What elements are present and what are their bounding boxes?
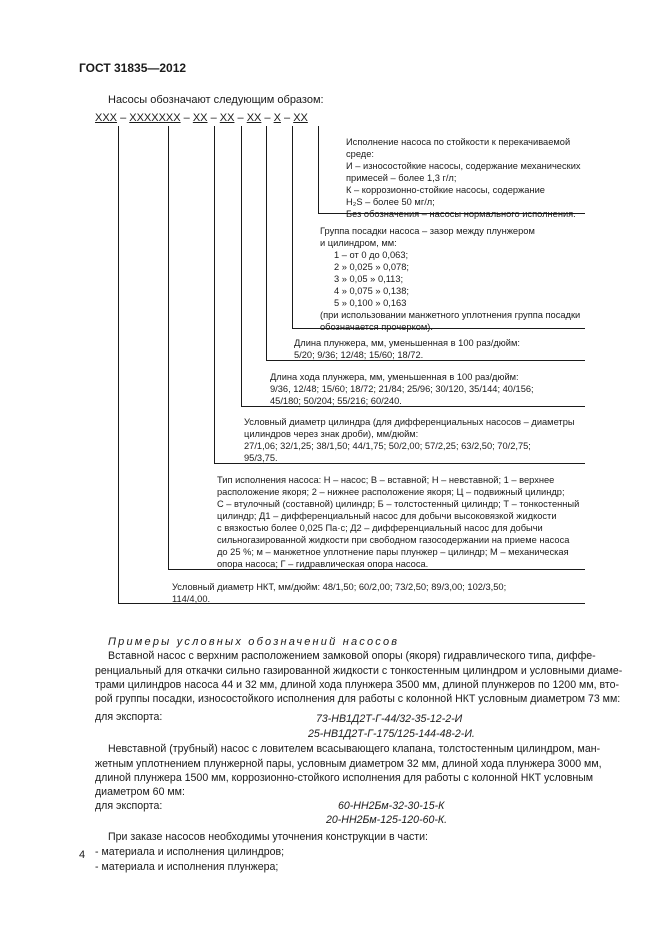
example1-export-label: для экспорта: [95, 711, 163, 723]
block-fit-group: Группа посадки насоса – зазор между плунжером и цилиндром, мм: 1 – от 0 до 0,063; 2 » 0,025 » 0,078; 3 » 0,05 » 0,113; 4 » 0,075 » 0,138; 5 » 0,100 » 0,163 (при использовании манжетного уплотнения группа посадки обозначается прочерком). [320, 226, 581, 332]
code-part-5: ХХ [246, 112, 262, 124]
example2-line-4: диаметром 60 мм: [95, 786, 185, 798]
code-part-3: ХХ [192, 112, 208, 124]
leader-vertical-6 [292, 126, 293, 329]
examples-title: Примеры условных обозначений насосов [108, 636, 400, 648]
example2-line-2: жетным уплотнением плунжерной пары, условным диаметром 32 мм, длиной хода плунжера 3000 мм, [95, 758, 602, 770]
page-header-title: ГОСТ 31835—2012 [79, 61, 187, 75]
example2-code-2: 20-НН2Бм-125-120-60-К. [326, 814, 448, 826]
block-resistance: Исполнение насоса по стойкости к перекачиваемой среде: И – износостойкие насосы, содержание механических примесей – более 1,3 г/л; К – коррозионно-стойкие насосы, содержание H₂S – более 50 мг/л; Без обозначения – насосы нормального исполнения. [346, 137, 581, 219]
intro-text: Насосы обозначают следующим образом: [108, 94, 324, 106]
leader-vertical-7 [318, 126, 319, 214]
example1-line-2: ренциальный для откачки сильно газированной жидкости с тонкостенным цилиндром и условными диаме- [95, 665, 623, 677]
example1-line-3: трами цилиндров насоса 44 и 32 мм, длиной хода плунжера 3500 мм, длиной плунжеров по 1200 мм, вто- [95, 679, 620, 691]
block-tubing-diameter: Условный диаметр НКТ, мм/дюйм: 48/1,50; 60/2,00; 73/2,50; 89/3,00; 102/3,50; 114/4,00. [172, 582, 507, 604]
order-intro: При заказе насосов необходимы уточнения конструкции в части: [108, 831, 428, 843]
code-part-1: ХХХ [95, 112, 118, 124]
example1-code-1: 73-НВ1Д2Т-Г-44/32-35-12-2-И [316, 713, 463, 725]
leader-vertical-2 [168, 126, 169, 570]
block-stroke-length: Длина хода плунжера, мм, уменьшенная в 100 раз/дюйм: 9/36, 12/48; 15/60; 18/72; 21/84; 25/96; 30/120, 35/144; 40/156; 45/180; 50/204; 55/216; 60/240. [270, 372, 534, 406]
page-number: 4 [79, 849, 86, 861]
example2-line-3: длиной плунжера 1500 мм, коррозионно-стойкого исполнения для работы с колонной НКТ условным [95, 772, 594, 784]
code-part-2: ХХХХХХХ [129, 112, 181, 124]
example1-line-1: Вставной насос с верхним расположением замковой опоры (якоря) гидравлического типа, диффе- [108, 650, 596, 662]
block-cylinder-diameter: Условный диаметр цилиндра (для дифференциальных насосов – диаметры цилиндров через знак дроби), мм/дюйм: 27/1,06; 32/1,25; 38/1,50; 44/1,75; 50/2,00; 57/2,25; 63/2,50; 70/2,75; 95/3,75. [244, 417, 575, 463]
example1-line-4: рой группы посадки, износостойкого исполнения для работы с колонной НКТ условным диаметром 73 мм: [95, 693, 621, 705]
code-part-4: ХХ [219, 112, 235, 124]
example2-export-label: для экспорта: [95, 800, 163, 812]
leader-vertical-3 [214, 126, 215, 464]
order-item-2: - материала и исполнения плунжера; [95, 861, 279, 873]
order-item-1: - материала и исполнения цилиндров; [95, 846, 285, 858]
leader-vertical-5 [266, 126, 267, 361]
leader-vertical-4 [241, 126, 242, 407]
example2-line-1: Невставной (трубный) насос с ловителем всасывающего клапана, толстостенным цилиндром, ман- [108, 743, 601, 755]
code-part-7: ХХ [293, 112, 308, 124]
block-plunger-length: Длина плунжера, мм, уменьшенная в 100 раз/дюйм: 5/20; 9/36; 12/48; 15/60; 18/72. [294, 338, 520, 360]
block-pump-type: Тип исполнения насоса: Н – насос; В – вставной; Н – невставной; 1 – верхнее расположение якоря; 2 – нижнее расположение якоря; Ц – подвижный цилиндр; С – втулочный (составной) цилиндр; Б – толстостенный цилиндр; Т – тонкостенный цилиндр; Д1 – дифференциальный насос для добычи высоковязкой жидкости с вязкостью более 0,025 Па·с; Д2 – дифференциальный насос для добычи сильногазированной жидкости при свободном газосодержании на приеме насоса до 25 %; м – манжетное уплотнение пары плунжер – цилиндр; М – механическая опора насоса; Г – гидравлическая опора насоса. [217, 475, 580, 569]
example1-code-2: 25-НВ1Д2Т-Г-175/125-144-48-2-И. [308, 728, 475, 740]
code-part-6: Х [273, 112, 281, 124]
example2-code-1: 60-НН2Бм-32-30-15-К [338, 800, 445, 812]
designation-code: ХХХ – ХХХХХХХ – ХХ – ХХ – ХХ – Х – ХХ [95, 112, 308, 124]
leader-vertical-1 [118, 126, 119, 604]
